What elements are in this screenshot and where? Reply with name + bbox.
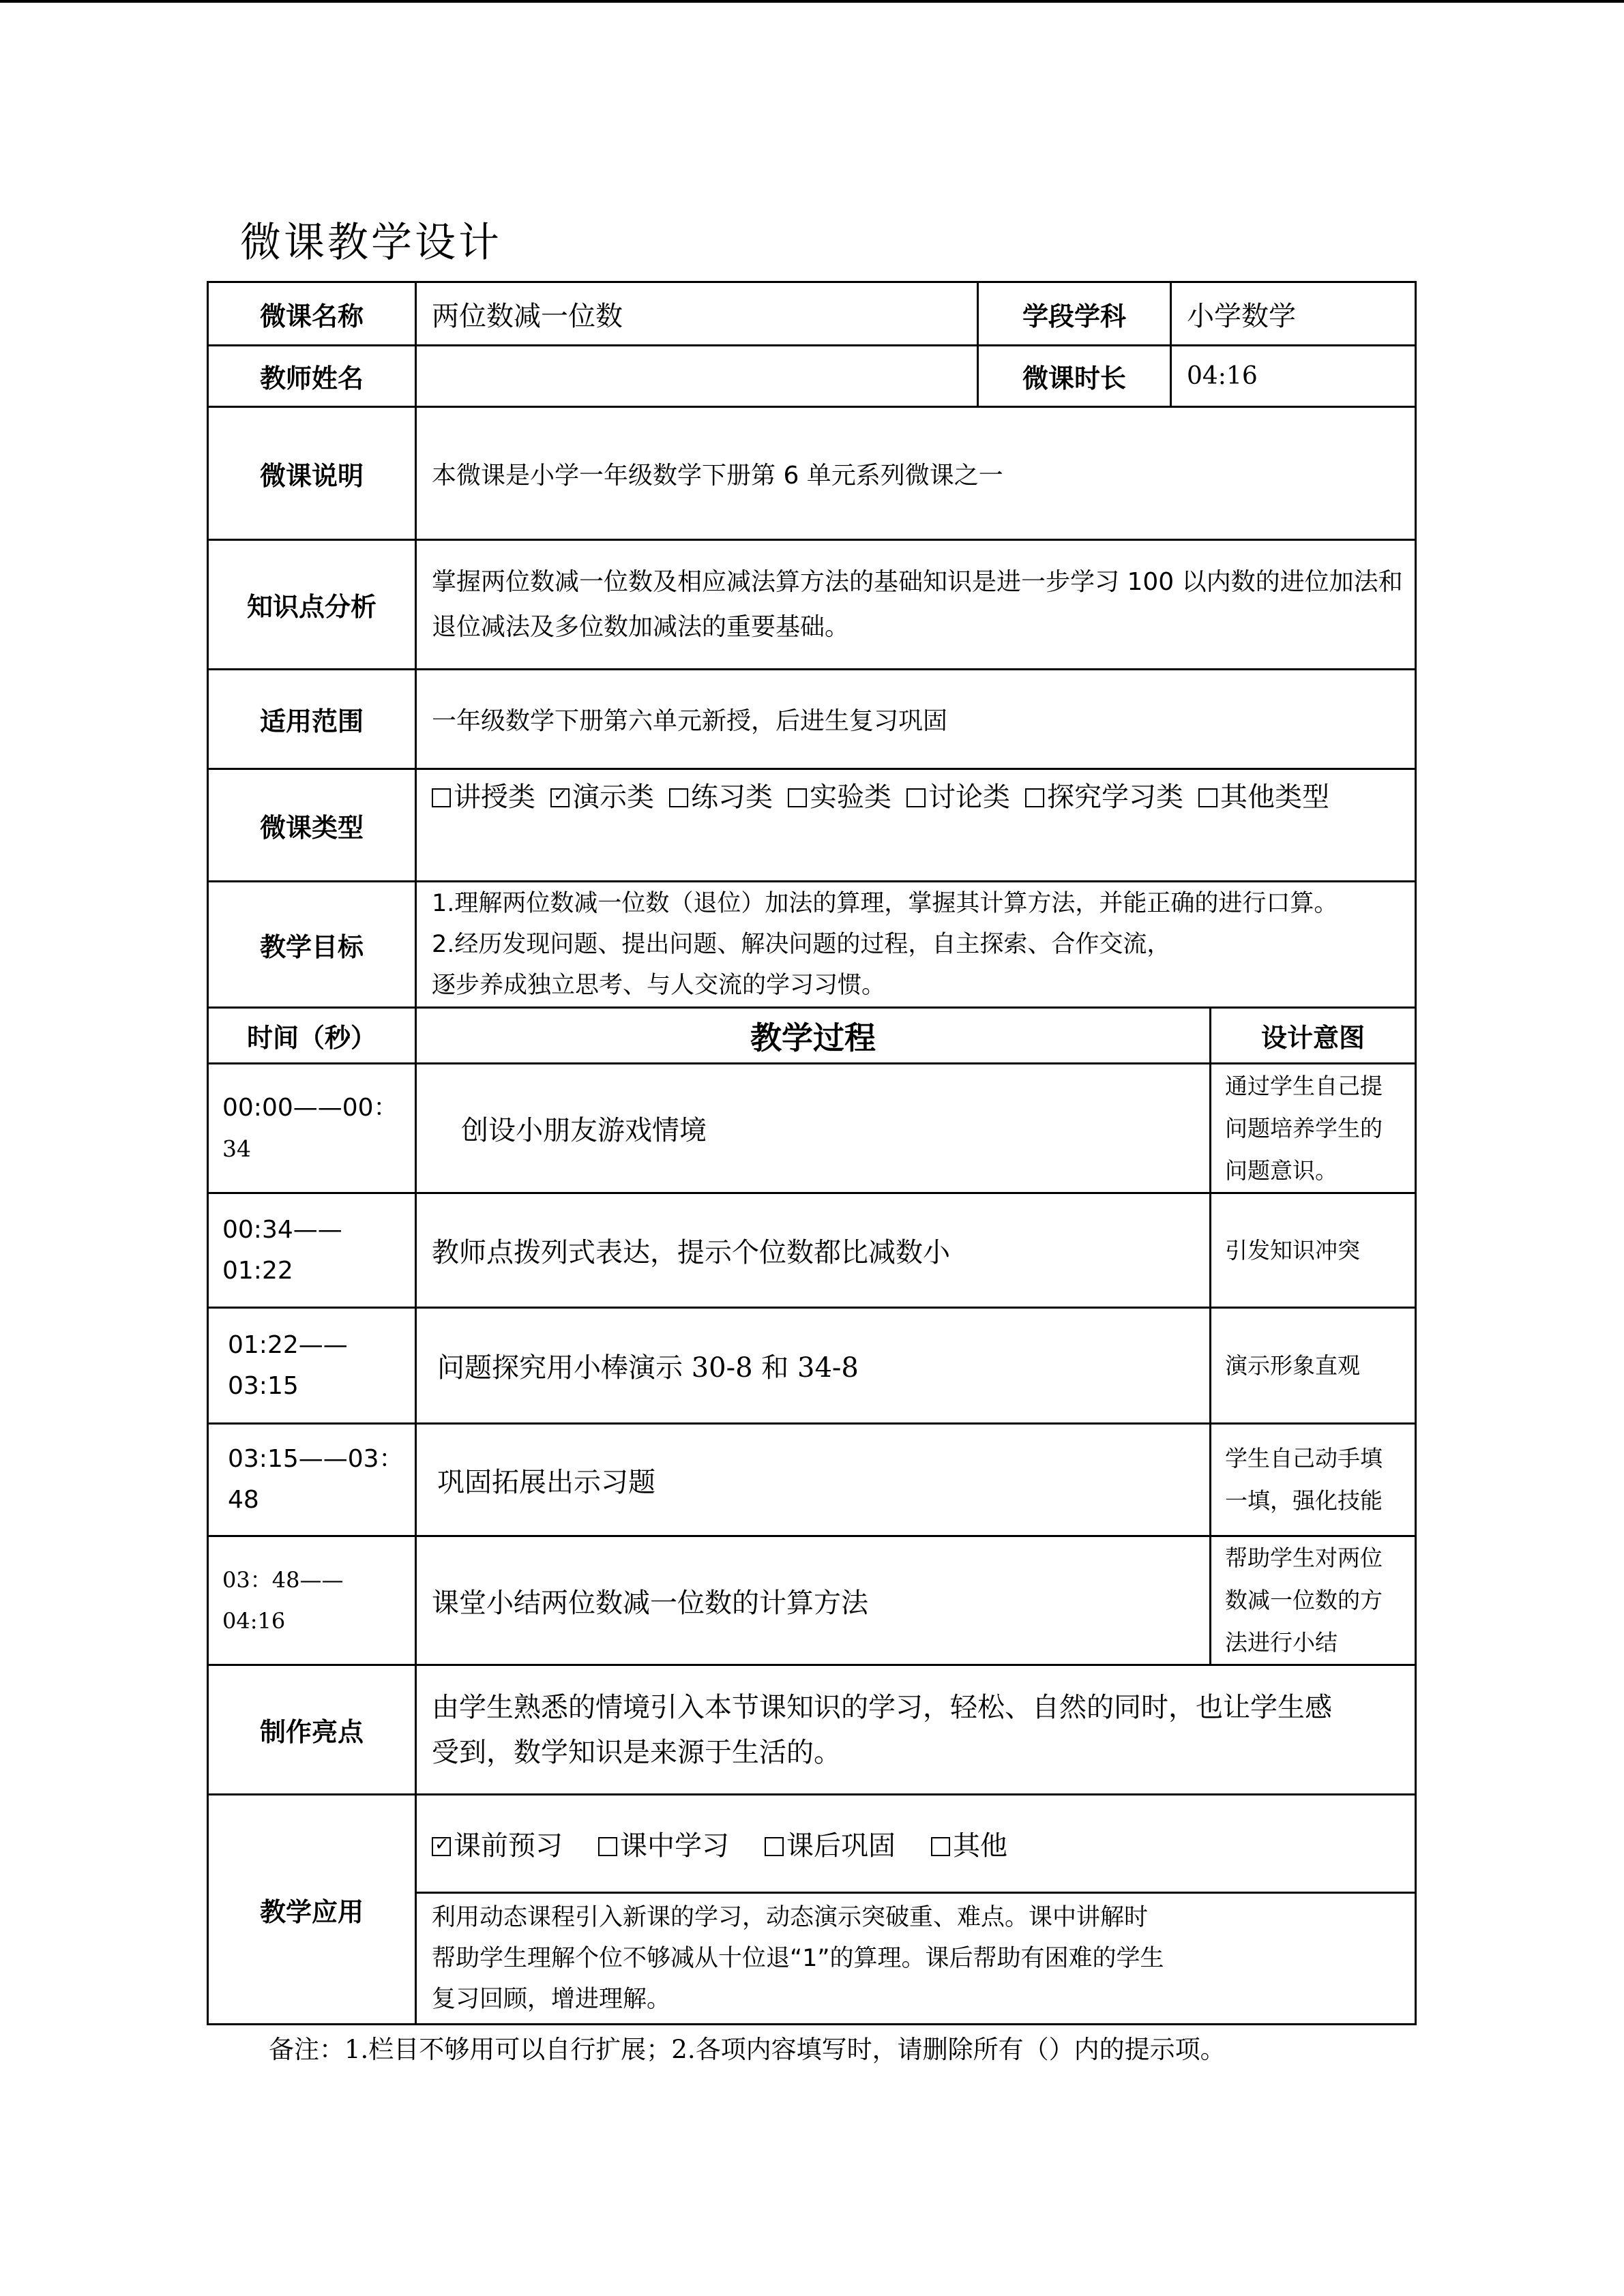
highlights-line: 受到，数学知识是来源于生活的。: [432, 1736, 841, 1768]
intent-cell: 引发知识冲突: [1209, 1192, 1417, 1309]
page-title: 微课教学设计: [240, 219, 502, 267]
subject-value: 小学数学: [1170, 281, 1417, 346]
type-option[interactable]: [669, 781, 773, 813]
page-top-border: [0, 0, 1624, 3]
highlights-value: [415, 1664, 1417, 1795]
duration-label: 微课时长: [977, 344, 1172, 408]
checkbox-icon[interactable]: [598, 1837, 617, 1856]
checkbox-icon[interactable]: [1198, 788, 1217, 807]
checkbox-icon[interactable]: [906, 788, 926, 807]
process-step: 教师点拨列式表达，提示个位数都比减数小: [415, 1192, 1211, 1309]
intent-line: 问题培养学生的: [1225, 1114, 1383, 1142]
type-option-label: 实验类: [810, 781, 891, 813]
type-option-label: 讲授类: [454, 781, 535, 813]
type-option[interactable]: [1025, 781, 1183, 813]
application-options: [415, 1793, 1417, 1894]
application-value: [415, 1892, 1417, 2025]
process-step: 课堂小结两位数减一位数的计算方法: [415, 1535, 1211, 1666]
intent-line: 一填，强化技能: [1225, 1487, 1383, 1514]
process-step: 巩固拓展出示习题: [415, 1422, 1211, 1537]
scope-value: 一年级数学下册第六单元新授，后进生复习巩固: [415, 668, 1417, 770]
time-cell: [207, 1422, 417, 1537]
course-name-label: 微课名称: [207, 281, 417, 346]
time-header: 时间（秒）: [207, 1007, 417, 1064]
type-option[interactable]: [788, 781, 891, 813]
time-cell: [207, 1192, 417, 1309]
subject-label: 学段学科: [977, 281, 1172, 346]
type-option-group: [432, 775, 1344, 814]
intent-line: 数减一位数的方: [1225, 1587, 1383, 1613]
goals-label: 教学目标: [207, 880, 417, 1009]
time-end: 03:15: [228, 1371, 299, 1400]
intent-line: 法进行小结: [1225, 1629, 1338, 1656]
type-option-label: 探究学习类: [1047, 781, 1183, 813]
checkbox-icon[interactable]: [931, 1837, 950, 1856]
type-option-label: 其他类型: [1220, 781, 1329, 813]
process-header: 教学过程: [415, 1007, 1211, 1064]
application-option-label: 其他: [953, 1830, 1007, 1862]
intent-cell: 演示形象直观: [1209, 1307, 1417, 1425]
time-end: 48: [228, 1486, 259, 1514]
application-option[interactable]: [931, 1830, 1007, 1862]
time-end: 34: [222, 1135, 251, 1162]
intent-cell: [1209, 1062, 1417, 1194]
intent-cell: [1209, 1422, 1417, 1537]
intent-header: 设计意图: [1209, 1007, 1417, 1064]
time-cell: [207, 1062, 417, 1194]
time-end: 04:16: [222, 1608, 286, 1634]
course-name-value: 两位数减一位数: [415, 281, 979, 346]
type-label: 微课类型: [207, 768, 417, 882]
type-option-label: 讨论类: [928, 781, 1010, 813]
type-option-label: 练习类: [691, 781, 773, 813]
goal-line: 1.理解两位数减一位数（退位）加法的算理，掌握其计算方法，并能正确的进行口算。: [432, 890, 1338, 917]
description-label: 微课说明: [207, 406, 417, 541]
teacher-label: 教师姓名: [207, 344, 417, 408]
application-option[interactable]: [765, 1830, 896, 1862]
application-option[interactable]: [432, 1830, 563, 1862]
goals-value: [415, 880, 1417, 1009]
application-option[interactable]: [598, 1830, 729, 1862]
type-option[interactable]: [906, 781, 1010, 813]
type-option-label: 演示类: [572, 781, 654, 813]
application-label: 教学应用: [207, 1793, 417, 2025]
time-start: 03:15——03：: [228, 1445, 404, 1473]
description-value: 本微课是小学一年级数学下册第 6 单元系列微课之一: [415, 406, 1417, 541]
type-option[interactable]: [432, 781, 535, 813]
analysis-value: [415, 539, 1417, 670]
goal-line: 逐步养成独立思考、与人交流的学习习惯。: [432, 972, 886, 999]
checkbox-icon[interactable]: [765, 1837, 784, 1856]
application-option-label: 课后巩固: [786, 1830, 896, 1862]
application-option-label: 课中学习: [620, 1830, 729, 1862]
scope-label: 适用范围: [207, 668, 417, 770]
checkbox-icon[interactable]: [788, 788, 807, 807]
analysis-line: 退位减法及多位数加减法的重要基础。: [432, 612, 850, 641]
time-cell: [207, 1307, 417, 1425]
application-line: 复习回顾，增进理解。: [432, 1986, 671, 2013]
highlights-label: 制作亮点: [207, 1664, 417, 1795]
duration-value: 04:16: [1170, 344, 1417, 408]
time-start: 00:00——00：: [222, 1093, 398, 1122]
teacher-value: [415, 344, 979, 408]
checkbox-icon[interactable]: [1025, 788, 1044, 807]
checkbox-icon[interactable]: [432, 788, 451, 807]
type-options: [415, 768, 1417, 882]
checked-checkbox-icon[interactable]: [432, 1837, 451, 1856]
process-step: 问题探究用小棒演示 30-8 和 34-8: [415, 1307, 1211, 1425]
analysis-label: 知识点分析: [207, 539, 417, 670]
process-step: 创设小朋友游戏情境: [415, 1062, 1211, 1194]
checked-checkbox-icon[interactable]: [550, 788, 570, 807]
application-option-label: 课前预习: [454, 1830, 563, 1862]
time-start: 03：48——: [222, 1567, 344, 1593]
time-start: 00:34——: [222, 1215, 342, 1244]
footnote: 备注：1.栏目不够用可以自行扩展；2.各项内容填写时，请删除所有（）内的提示项。: [269, 2035, 1226, 2064]
checkbox-icon[interactable]: [669, 788, 688, 807]
intent-cell: [1209, 1535, 1417, 1666]
analysis-line: 掌握两位数减一位数及相应减法算方法的基础知识是进一步学习 100 以内数的进位加法和: [432, 567, 1403, 596]
time-end: 01:22: [222, 1256, 293, 1285]
type-option[interactable]: [550, 781, 654, 813]
goal-line: 2.经历发现问题、提出问题、解决问题的过程，自主探索、合作交流，: [432, 931, 1171, 958]
application-line: 帮助学生理解个位不够减从十位退“1”的算理。课后帮助有困难的学生: [432, 1945, 1164, 1972]
intent-line: 帮助学生对两位: [1225, 1545, 1383, 1571]
intent-line: 通过学生自己提: [1225, 1072, 1383, 1099]
time-cell: [207, 1535, 417, 1666]
intent-line: 问题意识。: [1225, 1157, 1338, 1184]
application-option-group: [432, 1824, 1043, 1863]
time-start: 01:22——: [228, 1330, 348, 1359]
intent-line: 学生自己动手填: [1225, 1445, 1383, 1472]
highlights-line: 由学生熟悉的情境引入本节课知识的学习，轻松、自然的同时，也让学生感: [432, 1691, 1332, 1723]
application-line: 利用动态课程引入新课的学习，动态演示突破重、难点。课中讲解时: [432, 1904, 1149, 1931]
type-option[interactable]: [1198, 781, 1329, 813]
